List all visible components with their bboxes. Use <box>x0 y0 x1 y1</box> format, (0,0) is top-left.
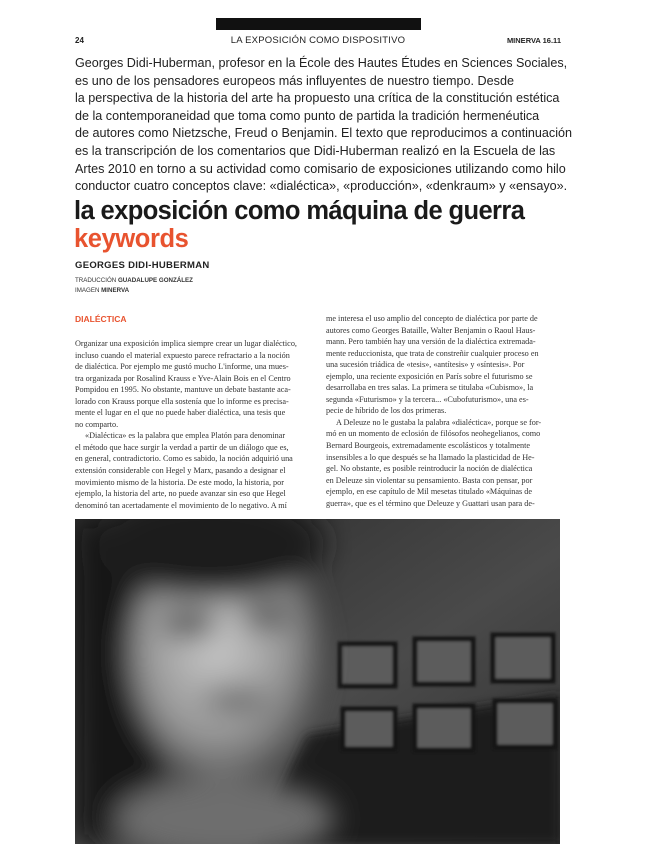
blurred-portrait-image <box>75 519 560 844</box>
issue-label: MINERVA 16.11 <box>506 36 561 45</box>
body-line: mente el lugar en el que no puede haber dialéctica, una tesis que <box>75 408 286 418</box>
body-line: ejemplo, la historia del arte, no puede avanzar sin eso que Hegel <box>75 489 286 499</box>
article-title: la exposición como máquina de guerra <box>74 197 525 225</box>
intro-line: la perspectiva de la historia del arte ha propuesto una crítica de la constitución estética <box>75 91 560 106</box>
body-line: pecie de híbrido de los dos primeras. <box>326 406 447 416</box>
intro-line: de autores como Nietzsche, Freud o Benjamin. El texto que reproducimos a continuación <box>75 126 573 141</box>
image-label: IMAGEN <box>75 287 100 294</box>
body-line: autores como Georges Bataille, Walter Benjamin o Raoul Haus- <box>326 325 536 335</box>
translation-credit <box>75 276 193 286</box>
body-line: Pompidou en 1995. No obstante, mantuve un debate bastante aca- <box>75 385 291 395</box>
body-line: mente reduccionista, que trata de constreñir cualquier proceso en <box>326 348 539 358</box>
page-header <box>75 36 561 50</box>
translator-name: GUADALUPE GONZÁLEZ <box>117 277 193 284</box>
section-title: LA EXPOSICIÓN COMO DISPOSITIVO <box>230 35 406 46</box>
translation-label: TRADUCCIÓN <box>75 277 117 284</box>
intro-line: Georges Didi-Huberman, profesor en la École des Hautes Études en Sciences Sociales, <box>75 56 568 70</box>
body-line: extensión considerable con Hegel y Marx, pasando a designar el <box>75 466 286 476</box>
section-heading: DIALÉCTICA <box>75 314 127 324</box>
body-line: lorado con Krauss porque ella sostenía que lo informe es precisa- <box>75 396 289 406</box>
credits <box>75 276 193 296</box>
intro-line: de la contemporaneidad que toma como punto de partida la tradición hermenéutica <box>75 108 540 123</box>
body-line: Bernard Bourgeois, extremadamente escolásticos y totalmente <box>326 441 531 451</box>
body-line: ejemplo, una reciente exposición en París sobre el futurismo se <box>326 371 533 381</box>
body-line: movimiento mismo de la historia. De este modo, la historia, por <box>75 477 284 487</box>
body-line: «Dialéctica» es la palabra que emplea Platón para denominar <box>85 431 286 441</box>
author-name: GEORGES DIDI-HUBERMAN <box>75 260 210 271</box>
image-credit-name: MINERVA <box>101 287 130 294</box>
body-line: tra organizada por Rosalind Krauss e Yve-Alain Bois en el Centro <box>75 373 291 383</box>
body-line: incluso cuando el material expuesto parece refractario a la noción <box>75 350 290 360</box>
body-line: me interesa el uso amplio del concepto de dialéctica por parte de <box>326 314 538 323</box>
intro-line: es la transcripción de los comentarios que Didi-Huberman realizó en la Escuela de las <box>75 143 556 158</box>
body-line: en general, contradictorio. Como es sabido, la noción adquirió una <box>75 454 293 464</box>
body-line: mann. Pero también hay una versión de la dialéctica extremada- <box>326 337 536 347</box>
body-line: gel. No obstante, es posible reintroducir la noción de dialéctica <box>326 464 533 474</box>
body-line: ejemplo, en ese capítulo de Mil mesetas titulado «Máquinas de <box>326 487 532 497</box>
body-column-right <box>326 313 561 509</box>
body-line: segunda «Futurismo» y la tercera... «Cubofuturismo», una es- <box>326 394 529 404</box>
body-line: A Deleuze no le gustaba la palabra «dialéctica», porque se for- <box>336 417 542 427</box>
body-line: mó en un momento de eclosión de filósofos neohegelianos, como <box>326 429 541 439</box>
intro-line: Artes 2010 en torno a su actividad como comisario de exposiciones utilizando como hilo <box>75 161 566 176</box>
body-line: de dialéctica. Por ejemplo me gustó mucho L'informe, una mues- <box>75 362 289 372</box>
article-photo <box>75 519 560 844</box>
body-column-left <box>75 313 310 511</box>
body-line: guerra», que es el término que Deleuze y Guattari usan para de- <box>326 498 535 508</box>
header-black-bar <box>216 18 421 30</box>
page-number: 24 <box>75 36 84 45</box>
body-line: denominó tan acertadamente el movimiento de lo negativo. A mí <box>75 500 287 510</box>
body-line: el método que hace surgir la verdad a partir de un diálogo que es, <box>75 442 289 452</box>
article-subtitle: keywords <box>74 225 189 253</box>
intro-line: es uno de los pensadores europeos más influyentes de nuestro tiempo. Desde <box>75 73 514 88</box>
body-line: insensibles a lo que después se ha llamado la plasticidad de He- <box>326 452 535 462</box>
intro-paragraph <box>75 55 573 196</box>
body-line: no comparto. <box>75 419 119 429</box>
intro-line: conductor cuatro conceptos clave: «dialéctica», «producción», «denkraum» y «ensayo». <box>75 179 568 194</box>
body-line: Organizar una exposición implica siempre crear un lugar dialéctico, <box>75 339 297 348</box>
body-line: en Deleuze sin violentar su pensamiento. Basta con pensar, por <box>326 475 533 485</box>
body-line: desarrollaba en tres salas. La primera se titulaba «Cubismo», la <box>326 383 534 393</box>
image-credit <box>75 286 193 296</box>
body-line: una sucesión triádica de «tesis», «antítesis» y «síntesis». Por <box>326 360 525 370</box>
